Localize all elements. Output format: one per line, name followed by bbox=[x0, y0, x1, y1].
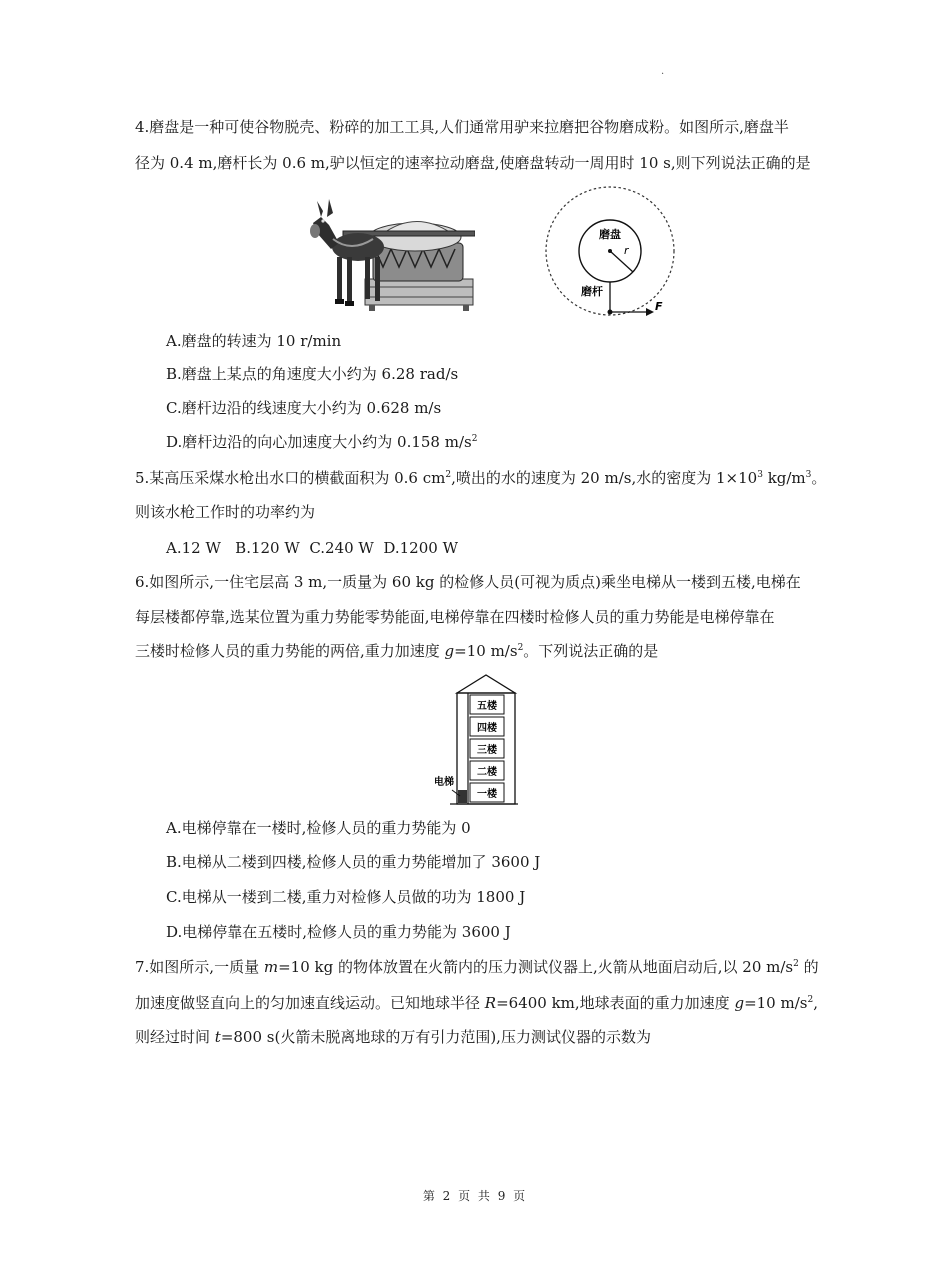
q6-option-c: C.电梯从一楼到二楼,重力对检修人员做的功为 1800 J bbox=[166, 888, 526, 906]
q4-option-d: D.磨杆边沿的向心加速度大小约为 0.158 $m/s^2$ bbox=[166, 433, 478, 451]
q5-options: A.12 W B.120 W C.240 W D.1200 W bbox=[166, 539, 459, 557]
q6-option-a: A.电梯停靠在一楼时,检修人员的重力势能为 0 bbox=[166, 819, 471, 837]
radius-label: r bbox=[624, 244, 629, 257]
q4-option-b: B.磨盘上某点的角速度大小约为 6.28 rad/s bbox=[166, 365, 459, 383]
donkey-mill-illustration bbox=[303, 187, 475, 313]
rod-label: 磨杆 bbox=[581, 285, 603, 298]
q6-option-d: D.电梯停靠在五楼时,检修人员的重力势能为 3600 J bbox=[166, 923, 511, 941]
floor-5-label: 五楼 bbox=[477, 701, 497, 712]
millstone-diagram bbox=[540, 180, 680, 320]
q6-stem-line-3: 三楼时检修人员的重力势能的两倍,重力加速度 g=10 $m/s^2$。下列说法正确的是 bbox=[135, 642, 659, 660]
floor-4-label: 四楼 bbox=[477, 723, 497, 734]
q6-stem-line-2: 每层楼都停靠,选某位置为重力势能零势能面,电梯停靠在四楼时检修人员的重力势能是电梯停靠在 bbox=[135, 608, 775, 626]
elevator-label: 电梯 bbox=[434, 777, 454, 788]
floor-1-label: 一楼 bbox=[477, 789, 497, 800]
q7-stem-line-1: 7.如图所示,一质量 m=10 kg 的物体放置在火箭内的压力测试仪器上,火箭从地面启动后,以 20 $m/s^2$ 的 bbox=[135, 958, 819, 976]
q6-option-b: B.电梯从二楼到四楼,检修人员的重力势能增加了 3600 J bbox=[166, 853, 541, 871]
top-dot: . bbox=[661, 66, 665, 77]
q4-stem-line-2: 径为 0.4 m,磨杆长为 0.6 m,驴以恒定的速率拉动磨盘,使磨盘转动一周用时 10 s,则下列说法正确的是 bbox=[135, 154, 811, 172]
q4-option-a: A.磨盘的转速为 10 r/min bbox=[166, 332, 342, 350]
q5-stem-line-2: 则该水枪工作时的功率约为 bbox=[135, 503, 316, 521]
q4-option-c: C.磨杆边沿的线速度大小约为 0.628 m/s bbox=[166, 399, 442, 417]
q4-stem-line-1: 4.磨盘是一种可使谷物脱壳、粉碎的加工工具,人们通常用驴来拉磨把谷物磨成粉。如图所示,磨盘半 bbox=[135, 118, 789, 136]
floor-3-label: 三楼 bbox=[477, 745, 497, 756]
disc-label: 磨盘 bbox=[599, 228, 621, 241]
q7-stem-line-2: 加速度做竖直向上的匀加速直线运动。已知地球半径 R=6400 km,地球表面的重力加速度 g=10 $m/s^2$, bbox=[135, 994, 818, 1012]
force-label: F bbox=[655, 300, 663, 313]
page-footer: 第 2 页 共 9 页 bbox=[422, 1189, 528, 1203]
building-elevator-diagram bbox=[430, 672, 520, 810]
q7-stem-line-3: 则经过时间 t=800 s(火箭未脱离地球的万有引力范围),压力测试仪器的示数为 bbox=[135, 1028, 651, 1046]
floor-2-label: 二楼 bbox=[477, 767, 497, 778]
q5-stem-line-1: 5.某高压采煤水枪出水口的横截面积为 0.6 $cm^2$,喷出的水的速度为 20 m/s,水的密度为 $1\times 10^3$ $kg/m^3$。 bbox=[135, 469, 827, 487]
q6-stem-line-1: 6.如图所示,一住宅层高 3 m,一质量为 60 kg 的检修人员(可视为质点)乘坐电梯从一楼到五楼,电梯在 bbox=[135, 573, 801, 591]
